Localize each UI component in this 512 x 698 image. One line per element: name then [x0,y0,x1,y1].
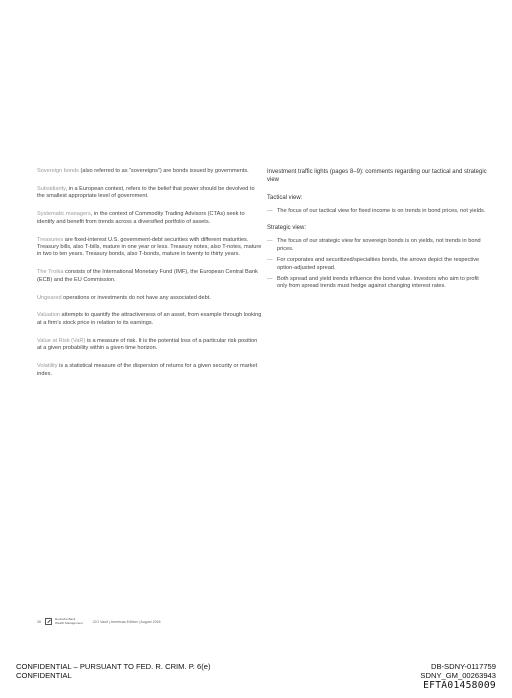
strategic-view-title: Strategic view: [267,225,307,232]
glossary-term: Ungeared [37,294,62,301]
glossary-term: Value at Risk (VaR) [37,337,86,344]
deutsche-bank-logo-icon [45,618,52,625]
glossary-definition: , in a European context, refers to the belief that power should be devolved to the smallest appropriate level of government. [37,185,255,200]
glossary-column [37,168,262,388]
glossary-term: Sovereign bonds [37,168,79,174]
strategic-view-item [267,276,487,291]
glossary-term: Volatility [37,363,58,370]
glossary-definition: consists of the International Monetary Fund (IMF), the European Central Bank (ECB) and the EU Commission. [37,269,258,283]
traffic-lights-column [267,168,487,295]
bank-name-line2: Wealth Management [55,620,83,625]
tactical-view-title: Tactical view: [267,195,303,201]
confidentiality-stamp [16,662,211,680]
strategic-view-item [267,238,487,253]
confidential-line1: CONFIDENTIAL – PURSUANT TO FED. R. CRIM. P. 6(e) [16,662,211,671]
glossary-entry [37,295,262,302]
glossary-definition: is a statistical measure of the dispersion of returns for a given security or market index. [37,363,258,377]
bank-name [55,618,83,625]
traffic-lights-heading: Investment traffic lights (pages 8–9): comments regarding our tactical and strategic view [267,169,487,183]
tactical-view-text: The focus of our tactical view for fixed income is on trends in bond prices, not yields. [277,208,486,214]
glossary-entry [37,312,262,327]
dash-bullet: — [267,276,273,283]
glossary-term: Valuation [37,312,60,319]
glossary-entry [37,363,262,378]
glossary-term: Treasuries [37,236,64,243]
strategic-view-item [267,257,487,272]
glossary-term: Systematic managers [37,211,91,218]
bank-name-line1: Deutsche Bank [55,617,76,622]
bates-number-db: DB-SDNY-0117759 [430,662,496,671]
glossary-definition: operations or investments do not have any associated debt. [61,294,211,301]
glossary-entry [37,338,262,353]
confidential-line2: CONFIDENTIAL [16,671,72,680]
glossary-entry [37,168,262,175]
glossary-entry [37,186,262,201]
glossary-term: The Troika [37,269,64,276]
dash-bullet: — [267,257,273,264]
bates-numbers [420,662,496,691]
efta-number: EFTA01458009 [423,680,496,691]
glossary-entry [37,237,262,259]
page-number: 26 [37,619,41,624]
strategic-view-text: For corporates and securitized/specialties bonds, the arrows depict the respective option-adjusted spread. [277,257,480,271]
glossary-entry [37,269,262,284]
bates-number-sdny: SDNY_GM_00263943 [420,671,496,680]
glossary-definition: are fixed-interest U.S. government-debt securities with different maturities. Treasury bills, also T-bills, mature in one year or less. Treasury notes, also T-notes, mature in two to ten years. Treasury bonds, also T-bonds, mature in twenty to thirty years. [37,236,262,258]
glossary-definition: is a measure of risk. It is the potential loss of a particular risk position at a given probability within a given time horizon. [37,337,258,352]
dash-bullet: — [267,238,273,245]
strategic-view-text: The focus of our strategic view for sovereign bonds is on yields, not trends in bond prices. [277,238,481,252]
glossary-term: Subsidiarity [37,185,66,192]
publication-title: CIO Vault | Americas Edition | August 2018 [92,619,161,624]
glossary-definition: attempts to quantify the attractiveness of an asset, from example through looking at a firm’s stock price in relation to its earnings. [37,312,262,326]
glossary-definition: (also referred to as “sovereigns”) are bonds issued by governments. [78,168,249,174]
glossary-entry [37,211,262,226]
tactical-view-item [267,208,487,215]
strategic-view-text: Both spread and yield trends influence the bond value. Investors who aim to profit only from spread trends must hedge against changing interest rates. [277,276,479,290]
glossary-definition: , in the context of Commodity Trading Advisors (CTAs) seek to identify and benefit from trends across a diversified portfolio of assets. [37,211,245,225]
page-footer [37,618,161,625]
dash-bullet: — [267,208,273,214]
